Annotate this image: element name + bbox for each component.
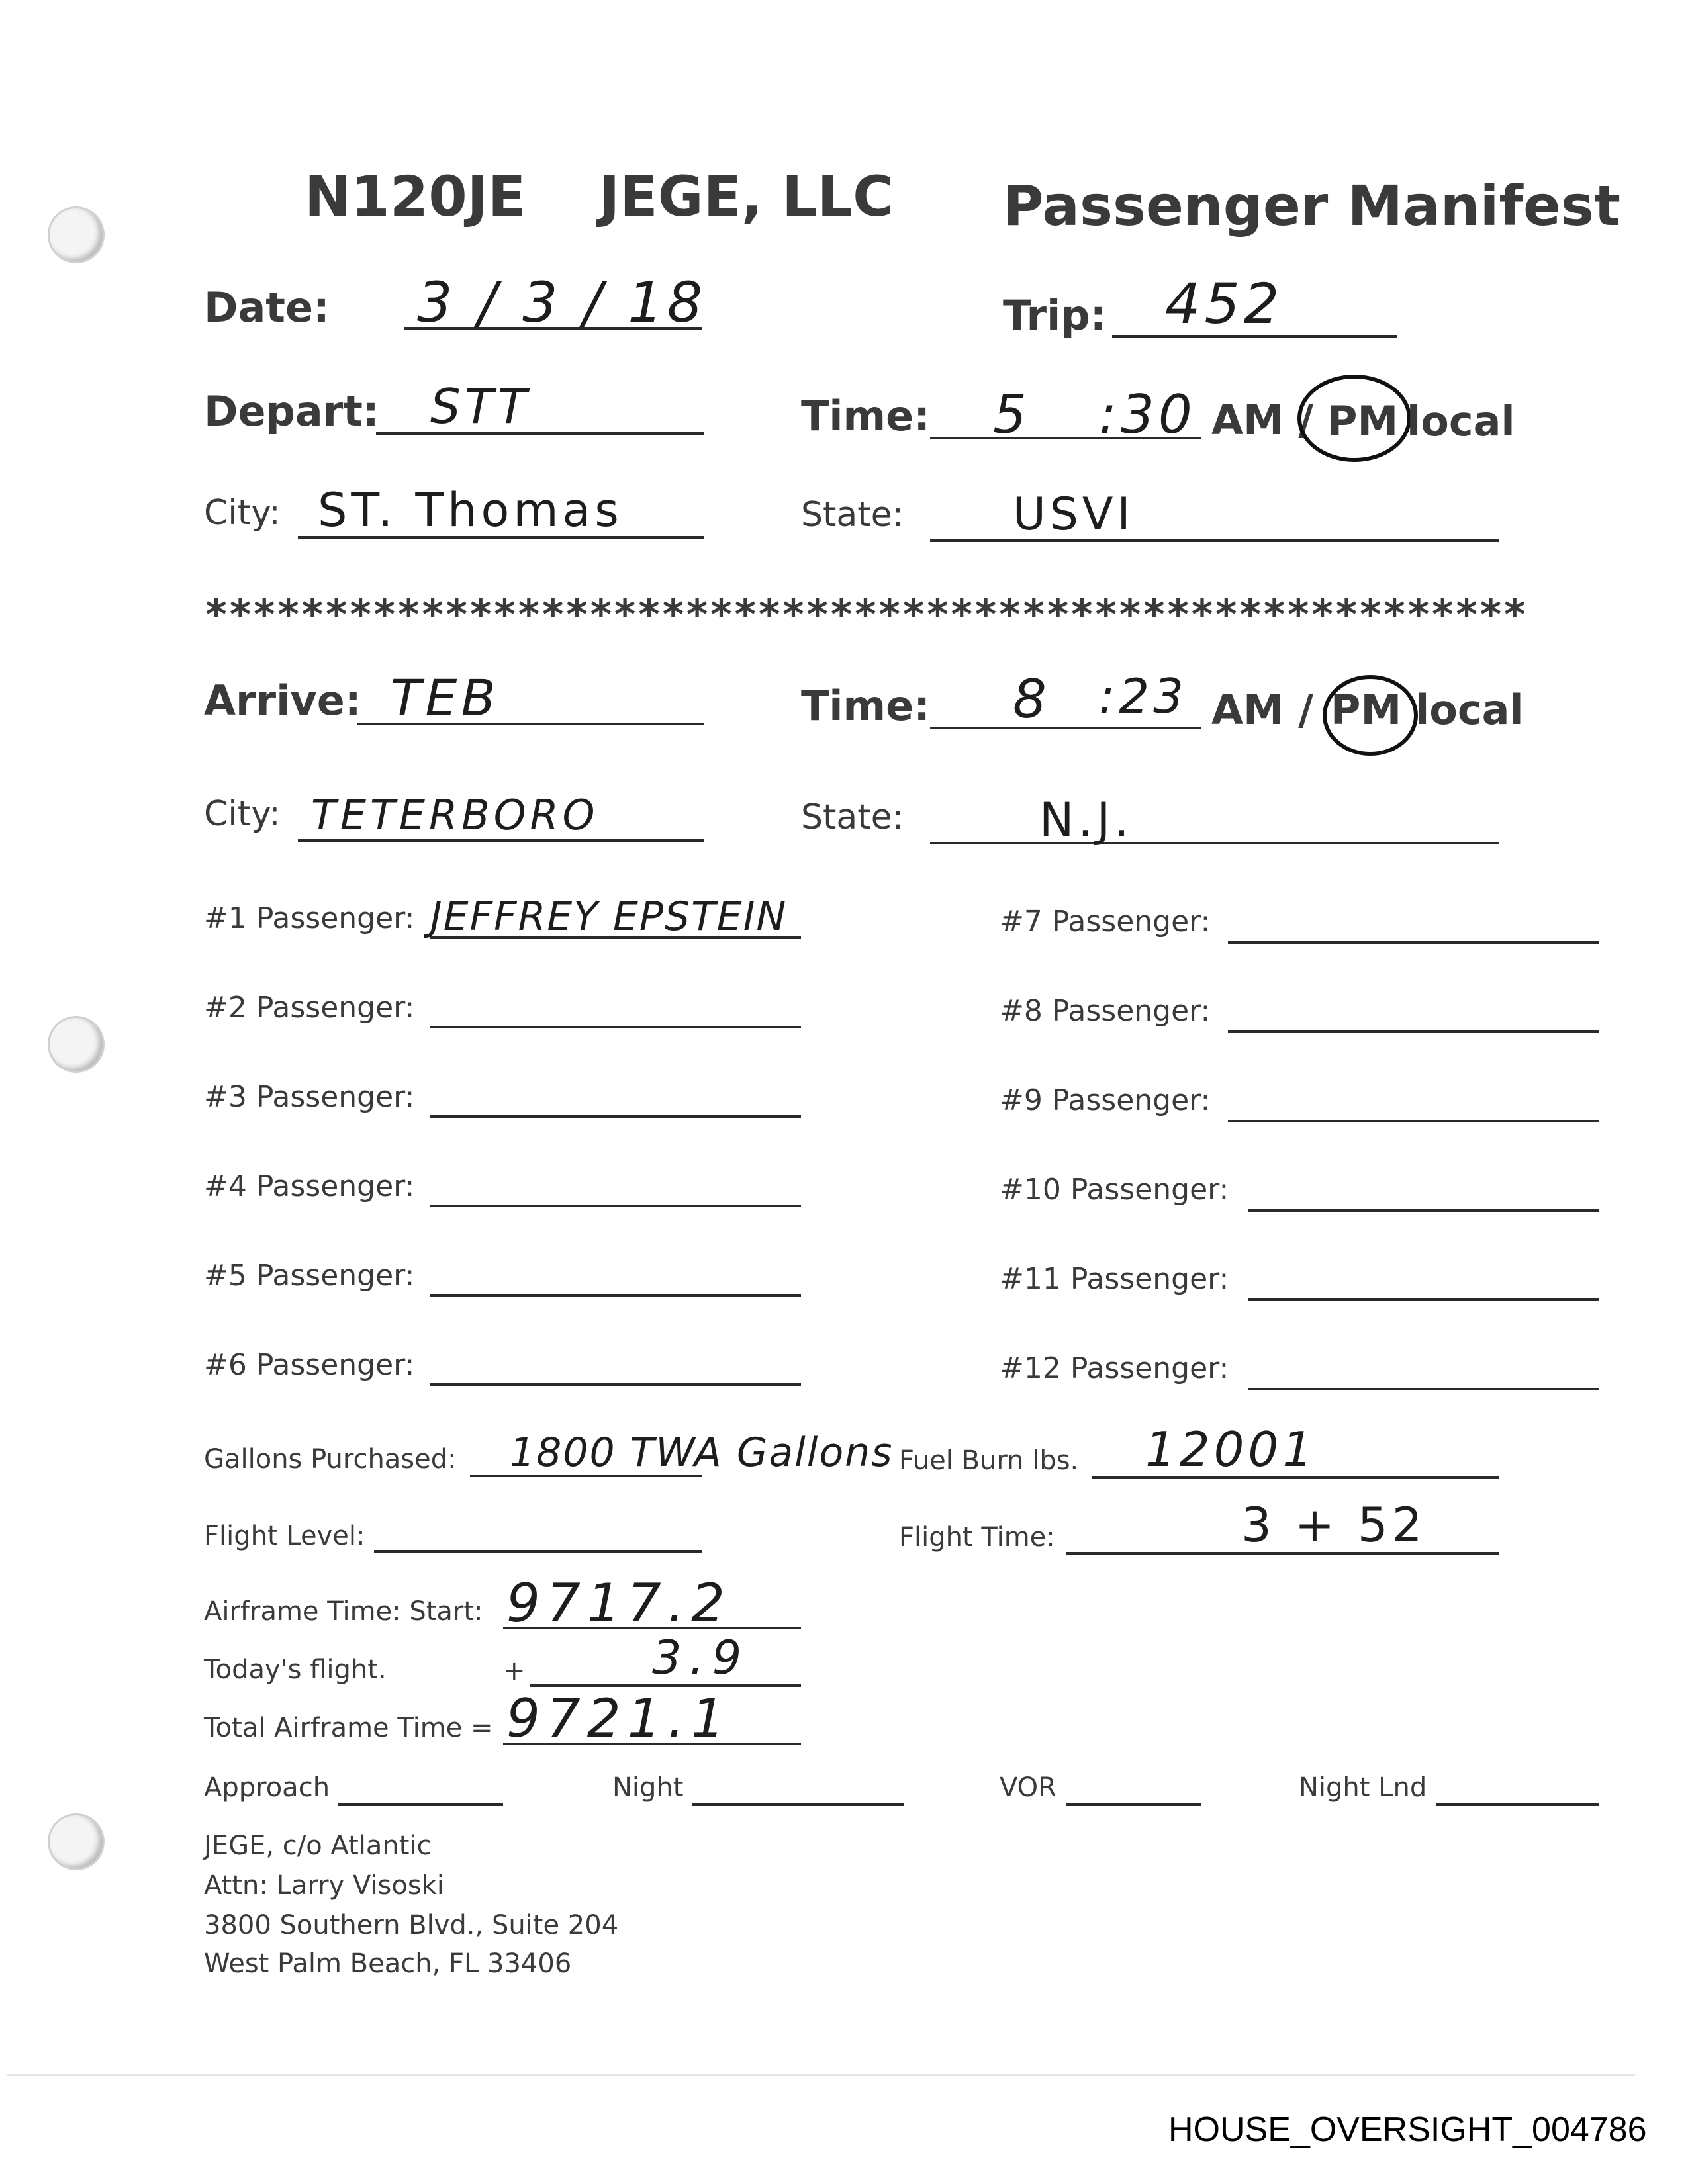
arrive-local-label: local — [1415, 686, 1524, 734]
depart-value: STT — [430, 379, 531, 434]
passenger-1-value: JEFFREY EPSTEIN — [430, 893, 788, 940]
passenger-11-line — [1248, 1298, 1599, 1301]
depart-state-label: State: — [801, 495, 904, 535]
address-line-2: Attn: Larry Visoski — [204, 1870, 444, 1901]
arrive-time-minutes: :23 — [1099, 668, 1188, 724]
arrive-value: TEB — [391, 668, 500, 727]
depart-city-label: City: — [204, 493, 281, 533]
arrive-time-line — [930, 727, 1201, 729]
arrive-state-value: N.J. — [1039, 793, 1133, 847]
passenger-2-line — [430, 1026, 801, 1028]
todays-flight-label: Today's flight. — [204, 1655, 387, 1685]
passenger-3-label: #3 Passenger: — [204, 1080, 415, 1114]
passenger-10-label: #10 Passenger: — [1000, 1173, 1229, 1206]
arrive-state-label: State: — [801, 797, 904, 837]
passenger-12-line — [1248, 1388, 1599, 1390]
depart-time-hour: 5 — [993, 384, 1031, 445]
depart-city-value: ST. Thomas — [318, 483, 623, 537]
approach-line — [338, 1803, 503, 1806]
flight-time-label: Flight Time: — [899, 1522, 1055, 1553]
arrive-pm-circle — [1323, 675, 1418, 756]
fuel-burn-value: 12001 — [1145, 1422, 1317, 1477]
passenger-9-line — [1228, 1120, 1599, 1122]
trip-value: 452 — [1165, 271, 1284, 336]
fuel-burn-label: Fuel Burn lbs. — [899, 1445, 1079, 1476]
passenger-4-line — [430, 1205, 801, 1207]
arrive-time-hour: 8 — [1013, 668, 1051, 730]
depart-state-value: USVI — [1013, 488, 1135, 541]
gallons-value: 1800 TWA Gallons — [510, 1430, 894, 1476]
flight-level-label: Flight Level: — [204, 1521, 365, 1551]
address-line-4: West Palm Beach, FL 33406 — [204, 1948, 572, 1979]
passenger-3-line — [430, 1115, 801, 1118]
night-lnd-label: Night Lnd — [1299, 1772, 1427, 1803]
vor-label: VOR — [1000, 1772, 1056, 1803]
passenger-8-label: #8 Passenger: — [1000, 994, 1211, 1028]
passenger-5-line — [430, 1294, 801, 1297]
section-separator: ******************************************************* — [204, 590, 1526, 639]
todays-flight-plus: + — [503, 1656, 526, 1686]
vor-line — [1066, 1803, 1201, 1806]
passenger-10-line — [1248, 1209, 1599, 1212]
address-line-3: 3800 Southern Blvd., Suite 204 — [204, 1910, 619, 1940]
binder-hole-middle — [48, 1016, 105, 1073]
todays-flight-value: 3.9 — [652, 1631, 750, 1685]
depart-local-label: local — [1407, 397, 1515, 445]
depart-pm-circle — [1297, 375, 1411, 462]
arrive-state-line — [930, 842, 1499, 844]
passenger-6-line — [430, 1383, 801, 1386]
passenger-8-line — [1228, 1030, 1599, 1033]
night-lnd-line — [1436, 1803, 1599, 1806]
tail-number: N120JE — [305, 164, 526, 229]
arrive-am-label: AM / — [1211, 686, 1313, 734]
company-name: JEGE, LLC — [599, 164, 894, 229]
approach-label: Approach — [204, 1772, 330, 1803]
night-label: Night — [612, 1772, 684, 1803]
passenger-2-label: #2 Passenger: — [204, 991, 415, 1024]
trip-label: Trip: — [1003, 291, 1107, 340]
arrive-label: Arrive: — [204, 676, 361, 725]
gallons-label: Gallons Purchased: — [204, 1444, 457, 1475]
passenger-5-label: #5 Passenger: — [204, 1259, 415, 1293]
binder-hole-top — [48, 206, 105, 263]
address-line-1: JEGE, c/o Atlantic — [204, 1831, 432, 1861]
airframe-start-value: 9717.2 — [506, 1572, 731, 1634]
flight-level-line — [374, 1550, 702, 1553]
passenger-4-label: #4 Passenger: — [204, 1169, 415, 1203]
depart-line — [376, 432, 704, 435]
night-line — [692, 1803, 904, 1806]
binder-hole-bottom — [48, 1813, 105, 1870]
depart-am-label: AM / — [1211, 396, 1313, 444]
passenger-7-line — [1228, 941, 1599, 944]
form-title: Passenger Manifest — [1003, 173, 1621, 238]
depart-time-minutes: :30 — [1099, 384, 1196, 445]
date-label: Date: — [204, 283, 330, 332]
page-bottom-rule — [7, 2074, 1635, 2076]
passenger-9-label: #9 Passenger: — [1000, 1083, 1211, 1117]
passenger-6-label: #6 Passenger: — [204, 1348, 415, 1382]
flight-time-value: 3 + 52 — [1241, 1497, 1427, 1553]
document-id-stamp: HOUSE_OVERSIGHT_004786 — [1168, 2111, 1647, 2149]
passenger-12-label: #12 Passenger: — [1000, 1351, 1229, 1385]
arrive-city-line — [298, 839, 704, 842]
arrive-city-label: City: — [204, 794, 281, 834]
date-value: 3 / 3 / 18 — [417, 270, 707, 335]
depart-label: Depart: — [204, 387, 379, 435]
depart-time-label: Time: — [801, 392, 930, 440]
airframe-start-label: Airframe Time: Start: — [204, 1596, 483, 1627]
passenger-11-label: #11 Passenger: — [1000, 1262, 1229, 1296]
total-airframe-label: Total Airframe Time = — [204, 1713, 493, 1743]
arrive-city-value: TETERBORO — [311, 791, 599, 839]
passenger-7-label: #7 Passenger: — [1000, 905, 1211, 938]
passenger-1-label: #1 Passenger: — [204, 901, 415, 935]
arrive-time-label: Time: — [801, 682, 930, 730]
total-airframe-value: 9721.1 — [506, 1688, 731, 1749]
depart-pm-label: PM — [1327, 397, 1399, 445]
arrive-pm-label: PM — [1331, 686, 1402, 734]
